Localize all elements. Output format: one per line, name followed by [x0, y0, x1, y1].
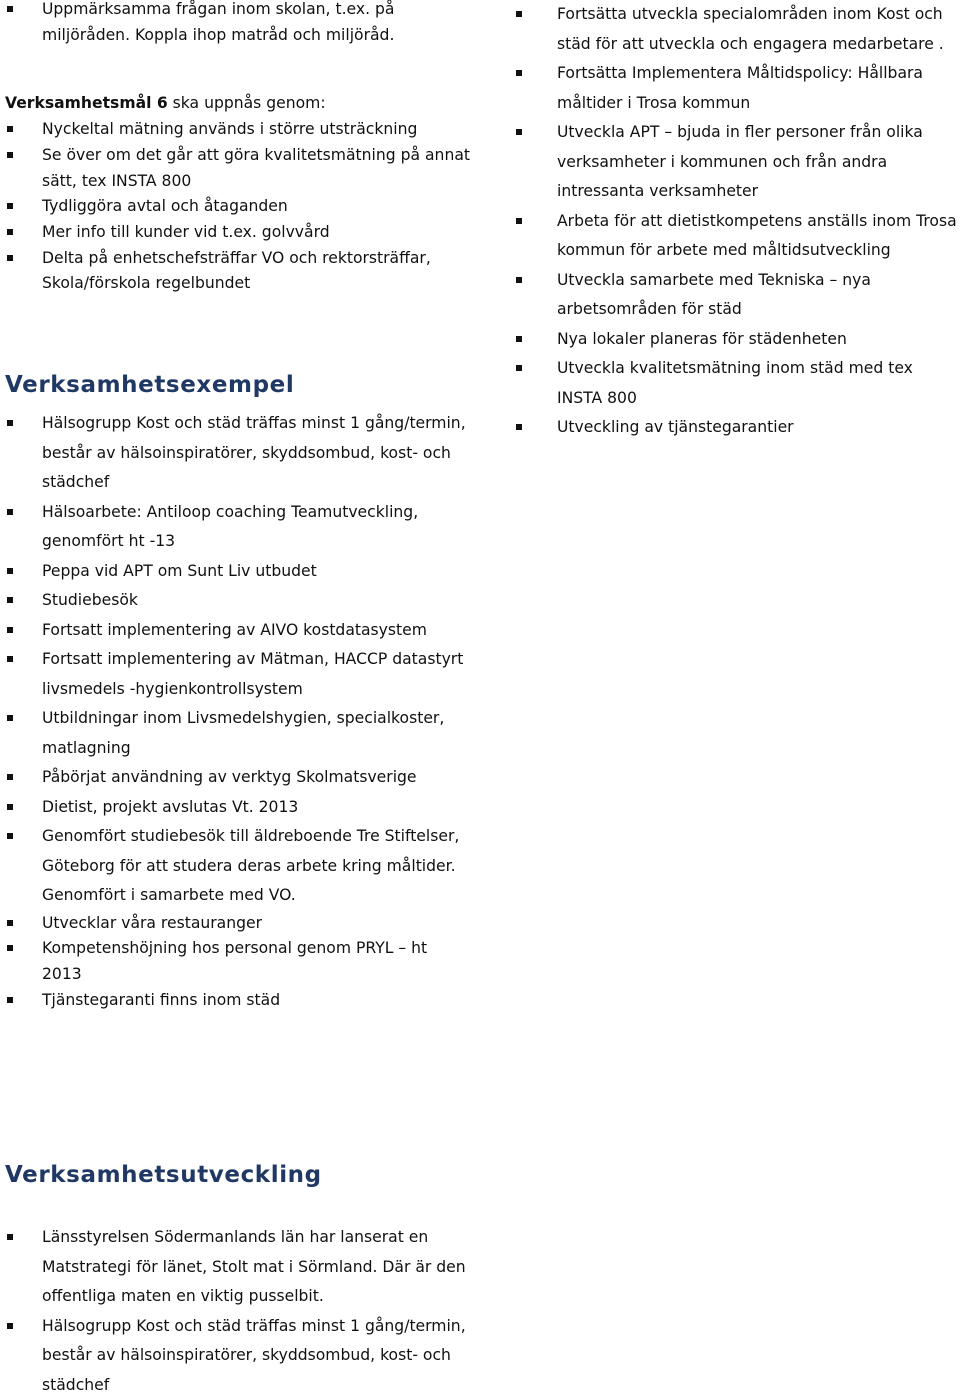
list-item [0, 557, 480, 587]
left-top-block [0, 0, 480, 297]
list-item [0, 822, 480, 911]
examples-block [0, 409, 480, 1013]
bullet-icon [516, 336, 522, 342]
bullet-icon [7, 1234, 13, 1240]
list-item-text: Fortsätta Implementera Måltidspolicy: Hållbara måltider i Trosa kommun [557, 64, 923, 112]
list-item-text: Kompetenshöjning hos personal genom PRYL – ht 2013 [42, 939, 427, 983]
list-item-text: Peppa vid APT om Sunt Liv utbudet [42, 562, 317, 580]
list-item-text: Studiebesök [42, 591, 138, 609]
list-item-text: Genomfört studiebesök till äldreboende Tre Stiftelser, Göteborg för att studera deras arbete kring måltider. Genomfört i samarbete med VO. [42, 827, 459, 904]
list-item-text: Länsstyrelsen Södermanlands län har lanserat en Matstrategi för länet, Stolt mat i Sörmland. Där är den offentliga maten en viktig pusselbit. [42, 1228, 466, 1305]
list-item-text: Utveckling av tjänstegarantier [557, 418, 794, 436]
list-item-text: Uppmärksamma frågan inom skolan, t.ex. på miljöråden. Koppla ihop matråd och miljöråd. [42, 0, 394, 44]
bullet-icon [7, 126, 13, 132]
bullet-icon [516, 70, 522, 76]
development-list [0, 1223, 480, 1400]
list-item [0, 0, 480, 48]
list-item-text: Hälsogrupp Kost och städ träffas minst 1 gång/termin, består av hälsoinspiratörer, skyddsombud, kost- och städchef [42, 414, 466, 491]
list-item-text: Nya lokaler planeras för städenheten [557, 330, 847, 348]
bullet-icon [7, 920, 13, 926]
list-item-text: Fortsätta utveckla specialområden inom Kost och städ för att utveckla och engagera medarbetare . [557, 5, 944, 53]
bullet-icon [7, 568, 13, 574]
list-item [0, 1312, 480, 1400]
list-item-text: Dietist, projekt avslutas Vt. 2013 [42, 798, 298, 816]
list-item [0, 586, 480, 616]
list-item [513, 59, 960, 118]
development-block [0, 1223, 480, 1400]
section-heading-examples: Verksamhetsexempel [5, 372, 294, 398]
list-item-text: Delta på enhetschefsträffar VO och rektorsträffar, Skola/förskola regelbundet [42, 249, 431, 293]
bullet-icon [516, 11, 522, 17]
bullet-icon [7, 715, 13, 721]
list-item-text: Utvecklar våra restauranger [42, 914, 262, 932]
bullet-icon [516, 218, 522, 224]
list-item [0, 988, 480, 1014]
list-item [0, 117, 480, 143]
bullet-icon [516, 277, 522, 283]
top-list [0, 0, 480, 48]
list-item-text: Hälsogrupp Kost och städ träffas minst 1 gång/termin, består av hälsoinspiratörer, skyddsombud, kost- och städchef [42, 1317, 466, 1394]
list-item [513, 207, 960, 266]
list-item-text: Utveckla samarbete med Tekniska – nya arbetsområden för städ [557, 271, 871, 319]
list-item [0, 645, 480, 704]
list-item [513, 0, 960, 59]
bullet-icon [7, 1323, 13, 1329]
list-item-text: Arbeta för att dietistkompetens anställs inom Trosa kommun för arbete med måltidsutveckling [557, 212, 957, 260]
list-item [0, 1223, 480, 1312]
list-item-text: Påbörjat användning av verktyg Skolmatsverige [42, 768, 417, 786]
list-item-text: Utbildningar inom Livsmedelshygien, specialkoster, matlagning [42, 709, 444, 757]
goal-intro-rest: ska uppnås genom: [168, 94, 326, 112]
list-item [0, 936, 480, 987]
goal-intro-bold: Verksamhetsmål 6 [5, 94, 168, 112]
section-heading-development: Verksamhetsutveckling [5, 1162, 322, 1188]
goal-list [0, 117, 480, 297]
bullet-icon [7, 833, 13, 839]
list-item [513, 118, 960, 207]
bullet-icon [7, 597, 13, 603]
list-item-text: Hälsoarbete: Antiloop coaching Teamutveckling, genomfört ht -13 [42, 503, 418, 551]
list-item-text: Utveckla APT – bjuda in fler personer från olika verksamheter i kommunen och från andra intressanta verksamheter [557, 123, 923, 200]
list-item-text: Tjänstegaranti finns inom städ [42, 991, 280, 1009]
examples-list-tight [0, 911, 480, 1014]
examples-list [0, 409, 480, 911]
list-item [0, 763, 480, 793]
list-item [0, 409, 480, 498]
list-item [513, 325, 960, 355]
bullet-icon [7, 656, 13, 662]
bullet-icon [7, 774, 13, 780]
list-item-text: Tydliggöra avtal och åtaganden [42, 197, 288, 215]
list-item [0, 498, 480, 557]
list-item-text: Fortsatt implementering av Mätman, HACCP datastyrt livsmedels -hygienkontrollsystem [42, 650, 463, 698]
list-item-text: Nyckeltal mätning används i större utsträckning [42, 120, 417, 138]
list-item [513, 354, 960, 413]
list-item [513, 266, 960, 325]
bullet-icon [7, 509, 13, 515]
bullet-icon [7, 627, 13, 633]
bullet-icon [7, 945, 13, 951]
list-item [0, 911, 480, 937]
list-item-text: Se över om det går att göra kvalitetsmätning på annat sätt, tex INSTA 800 [42, 146, 470, 190]
list-item [0, 793, 480, 823]
right-column [513, 0, 960, 443]
goal-intro [0, 91, 480, 117]
bullet-icon [7, 997, 13, 1003]
bullet-icon [516, 365, 522, 371]
list-item [0, 704, 480, 763]
bullet-icon [7, 203, 13, 209]
list-item [0, 246, 480, 297]
list-item [0, 194, 480, 220]
list-item-text: Mer info till kunder vid t.ex. golvvård [42, 223, 330, 241]
bullet-icon [516, 424, 522, 430]
bullet-icon [7, 804, 13, 810]
bullet-icon [7, 6, 13, 12]
bullet-icon [7, 152, 13, 158]
list-item-text: Fortsatt implementering av AIVO kostdatasystem [42, 621, 427, 639]
bullet-icon [7, 255, 13, 261]
list-item [0, 616, 480, 646]
bullet-icon [516, 129, 522, 135]
right-list [513, 0, 960, 443]
bullet-icon [7, 229, 13, 235]
list-item [0, 143, 480, 194]
list-item [0, 220, 480, 246]
list-item-text: Utveckla kvalitetsmätning inom städ med tex INSTA 800 [557, 359, 913, 407]
bullet-icon [7, 420, 13, 426]
list-item [513, 413, 960, 443]
